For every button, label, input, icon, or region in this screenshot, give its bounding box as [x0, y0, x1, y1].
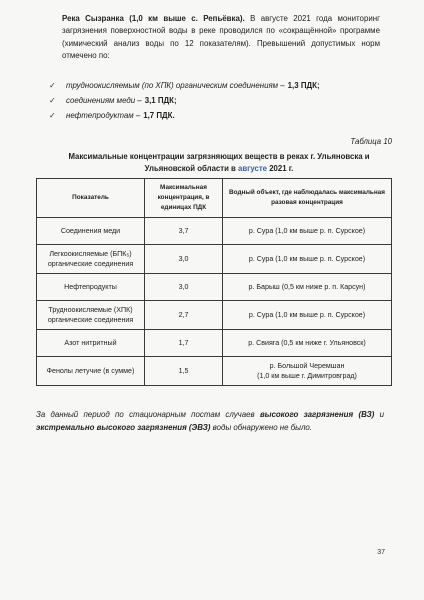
row-value: 1,7 — [145, 330, 223, 357]
caption-month: августе — [238, 164, 268, 173]
row-indicator: Нефтепродукты — [37, 274, 145, 301]
table-header-row — [37, 179, 392, 218]
row-location: р. Сура (1,0 км выше р. п. Сурское) — [223, 301, 392, 330]
row-location: р. Барыш (0,5 км ниже р. п. Карсун) — [223, 274, 392, 301]
page-number: 37 — [377, 549, 385, 556]
row-indicator: Фенолы летучие (в сумме) — [37, 357, 145, 386]
row-indicator: Легкоокисляемые (БПК₅) органические соединения — [37, 245, 145, 274]
list-item — [49, 78, 349, 93]
exceedance-list — [49, 78, 349, 123]
table-row — [37, 301, 392, 330]
table-row — [37, 330, 392, 357]
table-row — [37, 357, 392, 386]
check-icon: ✓ — [49, 111, 56, 120]
table-row — [37, 218, 392, 245]
concentration-table — [36, 178, 392, 386]
row-indicator: Соединения меди — [37, 218, 145, 245]
river-heading: Река Сызранка (1,0 км выше с. Репьёвка). — [62, 14, 245, 23]
list-item-value: 1,3 ПДК; — [287, 81, 320, 90]
list-item-value: 1,7 ПДК. — [143, 111, 175, 120]
row-value: 3,0 — [145, 274, 223, 301]
list-item-label: соединениям меди – 3,1 ПДК; — [66, 96, 177, 105]
row-location: р. Большой Черемшан (1,0 км выше г. Димитровград) — [223, 357, 392, 386]
row-indicator: Азот нитритный — [37, 330, 145, 357]
header-max-concentration: Максимальная концентрация, в единицах ПДК — [145, 179, 223, 218]
list-item-label: трудноокисляемым (по ХПК) органическим соединениям – 1,3 ПДК; — [66, 81, 320, 90]
table-row — [37, 245, 392, 274]
check-icon: ✓ — [49, 96, 56, 105]
row-location: р. Свияга (0,5 км ниже г. Ульяновск) — [223, 330, 392, 357]
intro-paragraph — [62, 13, 380, 62]
table-number: Таблица 10 — [350, 137, 392, 146]
row-location: р. Сура (1,0 км выше р. п. Сурское) — [223, 218, 392, 245]
list-item — [49, 108, 349, 123]
header-water-body: Водный объект, где наблюдалась максимальная разовая концентрация — [223, 179, 392, 218]
header-indicator: Показатель — [37, 179, 145, 218]
table-row — [37, 274, 392, 301]
row-value: 3,7 — [145, 218, 223, 245]
intro-text: В августе 2021 года мониторинг загрязнения поверхностной воды в реке проводился по «сокращённой» программе (химический анализ воды по 12 показателям). Превышений допустимых норм отмечено по: — [62, 14, 380, 60]
table-caption: Максимальные концентрации загрязняющих веществ в реках г. Ульяновска и Ульяновской области в августе 2021 г. — [68, 152, 370, 173]
row-indicator: Трудноокисляемые (ХПК) органические соединения — [37, 301, 145, 330]
row-value: 2,7 — [145, 301, 223, 330]
list-item — [49, 93, 349, 108]
summary-paragraph: За данный период по стационарным постам случаев высокого загрязнения (ВЗ) и экстремально высокого загрязнения (ЭВЗ) воды обнаружено не было. — [36, 410, 384, 432]
row-value: 1,5 — [145, 357, 223, 386]
check-icon: ✓ — [49, 81, 56, 90]
row-value: 3,0 — [145, 245, 223, 274]
list-item-label: нефтепродуктам – 1,7 ПДК. — [66, 111, 175, 120]
list-item-value: 3,1 ПДК; — [144, 96, 177, 105]
row-location: р. Сура (1,0 км выше р. п. Сурское) — [223, 245, 392, 274]
